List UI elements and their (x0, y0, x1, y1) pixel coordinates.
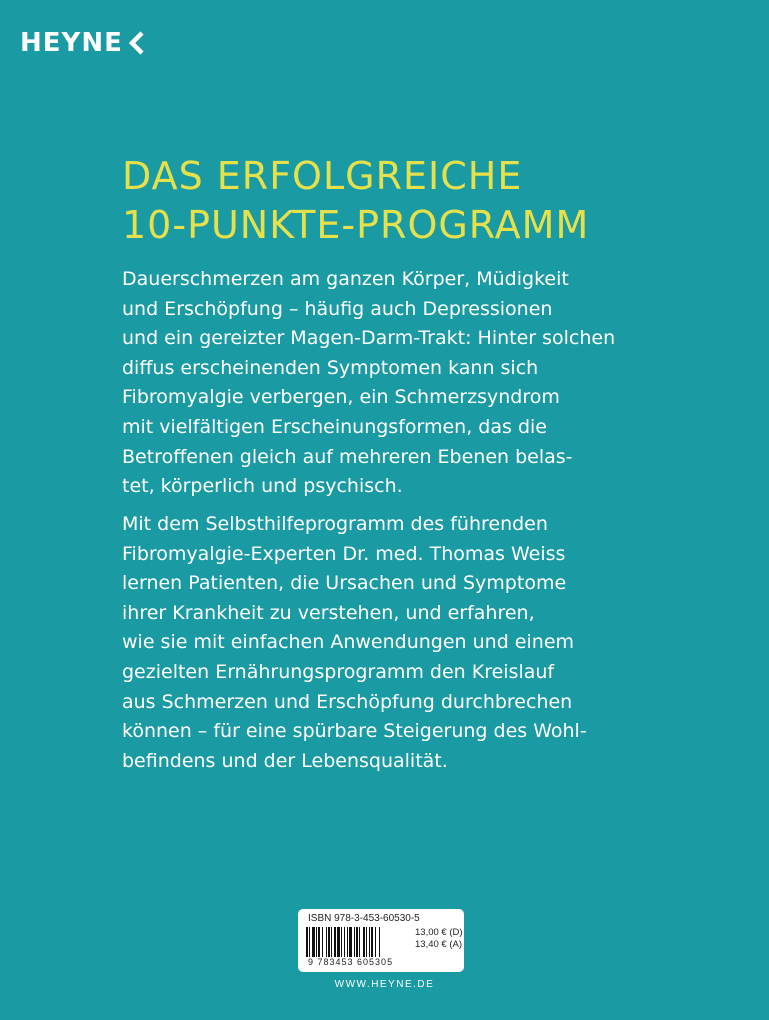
text-line: wie sie mit einfachen Anwendungen und einem (122, 631, 575, 654)
barcode-bars (306, 927, 412, 957)
text-line: Fibromyalgie-Experten Dr. med. Thomas Weiss (122, 542, 566, 565)
barcode-label (298, 909, 464, 972)
isbn-text: ISBN 978-3-453-60530-5 (308, 913, 420, 924)
text-line: befindens und der Lebensqualität. (122, 749, 448, 772)
text-line: Betroffenen gleich auf mehreren Ebenen belas- (122, 445, 573, 468)
description-paragraph-2 (122, 510, 652, 776)
text-line: ihrer Krankheit zu verstehen, und erfahren, (122, 601, 535, 624)
publisher-logo (20, 28, 147, 58)
chevron-left-icon (127, 30, 147, 56)
price-de: 13,00 € (D) (415, 927, 463, 938)
text-line: können – für eine spürbare Steigerung des Wohl- (122, 720, 587, 743)
price-block (415, 927, 463, 951)
text-line: Mit dem Selbsthilfeprogramm des führenden (122, 513, 548, 535)
description-paragraph-1 (122, 265, 652, 502)
price-at: 13,40 € (A) (415, 939, 462, 950)
headline (122, 152, 589, 250)
text-line: lernen Patienten, die Ursachen und Symptome (122, 572, 567, 595)
text-line: und Erschöpfung – häufig auch Depressionen (122, 297, 553, 320)
headline-line: 10-PUNKTE-PROGRAMM (122, 203, 590, 247)
text-line: mit vielfältigen Erscheinungsformen, das die (122, 415, 547, 438)
barcode-digits: 9 783453 605305 (308, 957, 394, 967)
text-line: und ein gereizter Magen-Darm-Trakt: Hinter solchen (122, 327, 616, 350)
text-line: diffus erscheinenden Symptomen kann sich (122, 356, 539, 379)
text-line: gezielten Ernährungsprogramm den Kreislauf (122, 660, 555, 683)
text-line: tet, körperlich und psychisch. (122, 475, 403, 498)
website-url: WWW.HEYNE.DE (334, 979, 435, 990)
headline-line: DAS ERFOLGREICHE (122, 154, 523, 198)
publisher-name: HEYNE (20, 28, 123, 58)
text-line: Dauerschmerzen am ganzen Körper, Müdigkeit (122, 268, 569, 290)
text-line: Fibromyalgie verbergen, ein Schmerzsyndrom (122, 386, 560, 409)
text-line: aus Schmerzen und Erschöpfung durchbrechen (122, 690, 573, 713)
